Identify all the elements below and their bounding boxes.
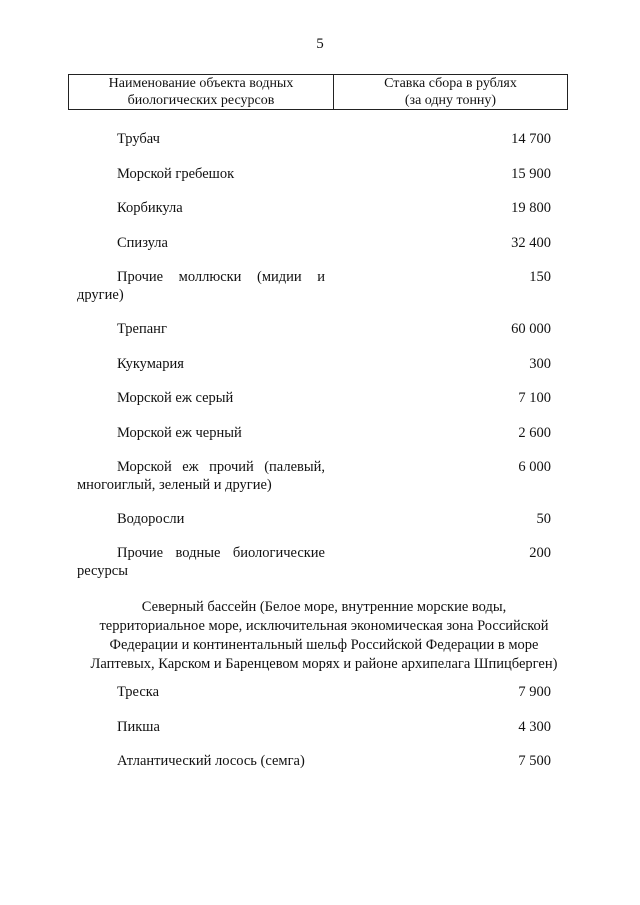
section-heading-line1: Северный бассейн (Белое море, внутренние морские воды, — [141, 599, 507, 615]
row-name: Водоросли — [117, 511, 185, 527]
row-name: Спизула — [117, 235, 168, 251]
section-heading-northern-basin — [80, 598, 568, 674]
row-name: Морской еж серый — [117, 390, 234, 406]
header-rate-line1: Ставка сбора в рублях — [384, 76, 517, 91]
row-value: 7 500 — [518, 753, 551, 769]
row-value: 60 000 — [511, 321, 551, 337]
section-heading-line3: Федерации и континентальный шельф Российской Федерации в море — [109, 637, 539, 653]
row-name: Корбикула — [117, 200, 183, 216]
row-value: 7 100 — [518, 390, 551, 406]
row-value: 7 900 — [518, 684, 551, 700]
header-name-line2: биологических ресурсов — [127, 93, 275, 108]
section-heading-line4: Лаптевых, Карском и Баренцевом морях и районе архипелага Шпицберген) — [90, 656, 558, 672]
section-heading-line2: территориальное море, исключительная экономическая зона Российской — [99, 618, 549, 634]
row-name: Морской еж черный — [117, 425, 242, 441]
row-name: Прочие водные биологические ресурсы — [77, 545, 325, 579]
row-value: 4 300 — [518, 719, 551, 735]
header-rate-column — [334, 75, 567, 109]
row-name: Трепанг — [117, 321, 167, 337]
header-name-column — [69, 75, 334, 109]
row-value: 32 400 — [511, 235, 551, 251]
row-value: 300 — [529, 356, 551, 372]
row-name: Атлантический лосось (семга) — [117, 753, 305, 769]
table-header — [68, 74, 568, 110]
row-value: 19 800 — [511, 200, 551, 216]
row-name: Морской гребешок — [117, 166, 235, 182]
row-name: Морской еж прочий (палевый, многоиглый, зеленый и другие) — [77, 459, 325, 493]
row-value: 14 700 — [511, 131, 551, 147]
row-name: Прочие моллюски (мидии и другие) — [77, 269, 325, 303]
row-value: 6 000 — [518, 459, 551, 475]
row-value: 2 600 — [518, 425, 551, 441]
header-name-line1: Наименование объекта водных — [108, 76, 294, 91]
row-name: Пикша — [117, 719, 160, 735]
row-name: Трубач — [117, 131, 160, 147]
row-value: 50 — [536, 511, 551, 527]
row-name: Кукумария — [117, 356, 184, 372]
header-rate-line2: (за одну тонну) — [404, 93, 497, 108]
row-value: 200 — [529, 545, 551, 561]
row-value: 15 900 — [511, 166, 551, 182]
page-number: 5 — [316, 36, 324, 52]
row-value: 150 — [529, 269, 551, 285]
row-name: Треска — [117, 684, 160, 700]
